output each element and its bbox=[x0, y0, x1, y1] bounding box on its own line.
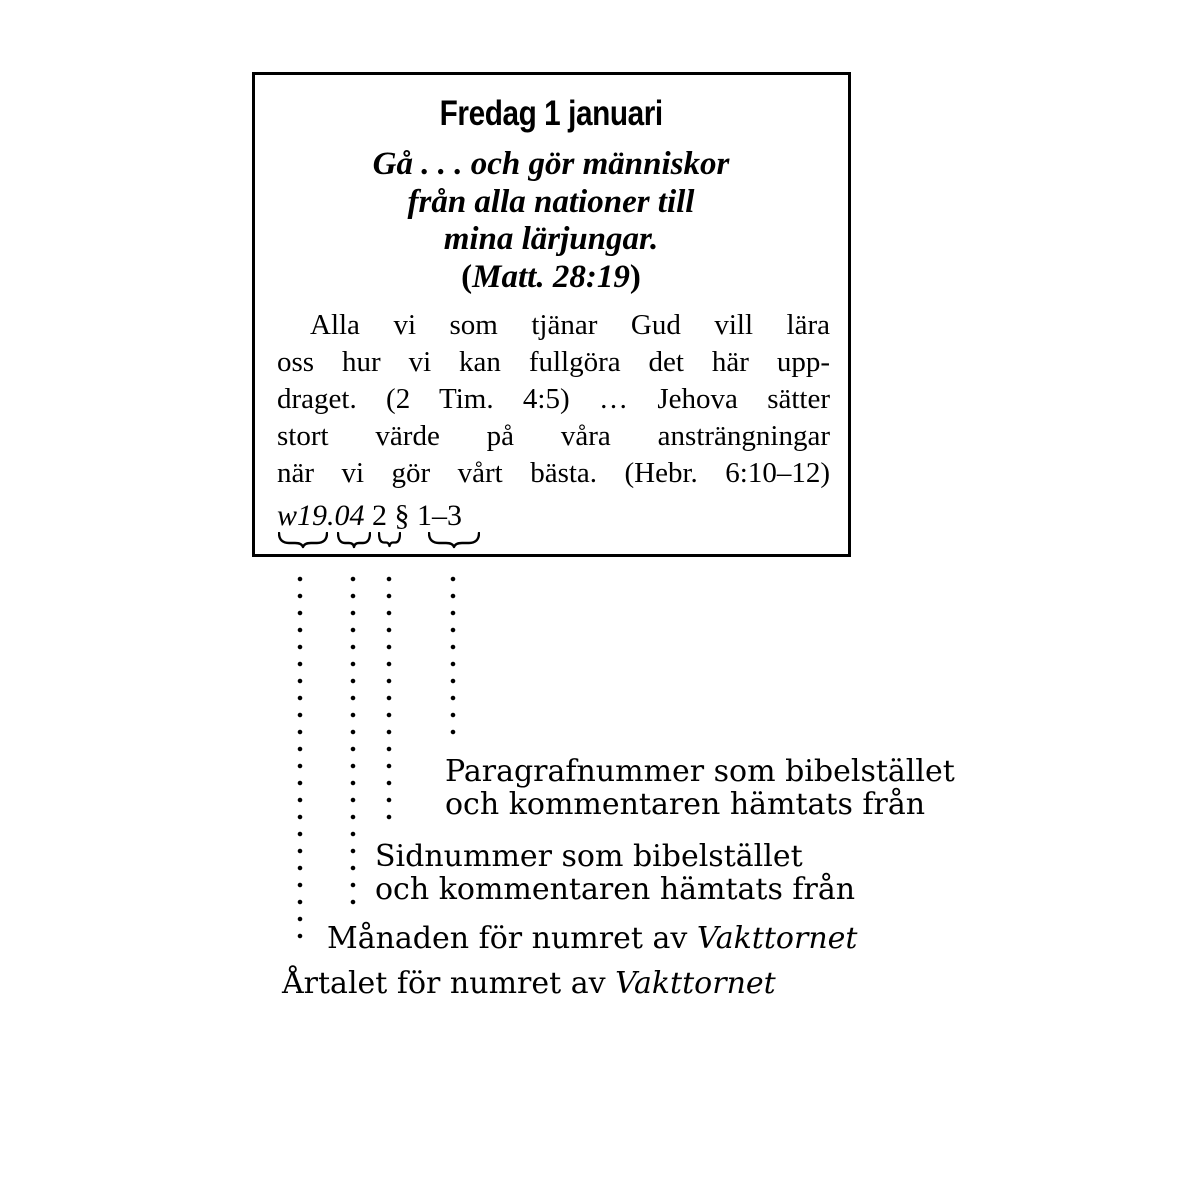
month-underbrace-icon bbox=[337, 532, 371, 549]
citation-reference: Matt. 28:19 bbox=[472, 258, 630, 295]
month-leader-line bbox=[350, 576, 356, 908]
comment-text bbox=[277, 307, 830, 492]
citation-open-paren: ( bbox=[461, 258, 473, 295]
scripture-line: från alla nationer till bbox=[407, 183, 695, 220]
month-callout-publication: Vakttornet bbox=[696, 921, 858, 956]
scripture-quote bbox=[253, 146, 849, 296]
page-number-callout bbox=[375, 840, 855, 906]
year-underbrace-icon bbox=[278, 532, 328, 549]
date-heading bbox=[253, 96, 849, 131]
paragraph-underbrace-icon bbox=[428, 532, 480, 549]
comment-line: draget. (2 Tim. 4:5) … Jehova sätter bbox=[277, 383, 830, 415]
source-reference-line bbox=[277, 499, 462, 533]
date-heading-text: Fredag 1 januari bbox=[439, 94, 663, 133]
year-callout-text: Årtalet för numret av bbox=[282, 966, 616, 1001]
month-callout bbox=[327, 922, 857, 955]
comment-line: stort värde på våra ansträngningar bbox=[277, 420, 830, 452]
comment-line: oss hur vi kan fullgöra det här upp- bbox=[277, 346, 830, 378]
scripture-line: mina lärjungar. bbox=[443, 221, 659, 257]
citation-close-paren: ) bbox=[629, 258, 641, 295]
page-callout-line: och kommentaren hämtats från bbox=[375, 872, 856, 907]
year-leader-line bbox=[297, 576, 303, 956]
paragraph-callout-line: Paragrafnummer som bibelstället bbox=[445, 754, 955, 789]
comment-line: Alla vi som tjänar Gud vill lära bbox=[310, 309, 830, 341]
page-callout-line: Sidnummer som bibelstället bbox=[375, 839, 803, 874]
paragraph-callout-line: och kommentaren hämtats från bbox=[445, 787, 926, 822]
comment-line: när vi gör vårt bästa. (Hebr. 6:10–12) bbox=[277, 457, 830, 489]
page-underbrace-icon bbox=[378, 532, 401, 549]
page-leader-line bbox=[386, 576, 392, 826]
reference-page-paragraphs: 2 § 1–3 bbox=[364, 499, 463, 532]
scripture-line: Gå . . . och gör människor bbox=[372, 146, 730, 182]
month-callout-text: Månaden för numret av bbox=[327, 921, 697, 956]
year-callout bbox=[282, 967, 776, 1000]
paragraph-leader-line bbox=[450, 576, 456, 746]
scripture-citation bbox=[253, 259, 849, 297]
paragraph-number-callout bbox=[445, 755, 955, 821]
reference-issue: w19.04 bbox=[277, 499, 365, 532]
year-callout-publication: Vakttornet bbox=[615, 966, 776, 1001]
